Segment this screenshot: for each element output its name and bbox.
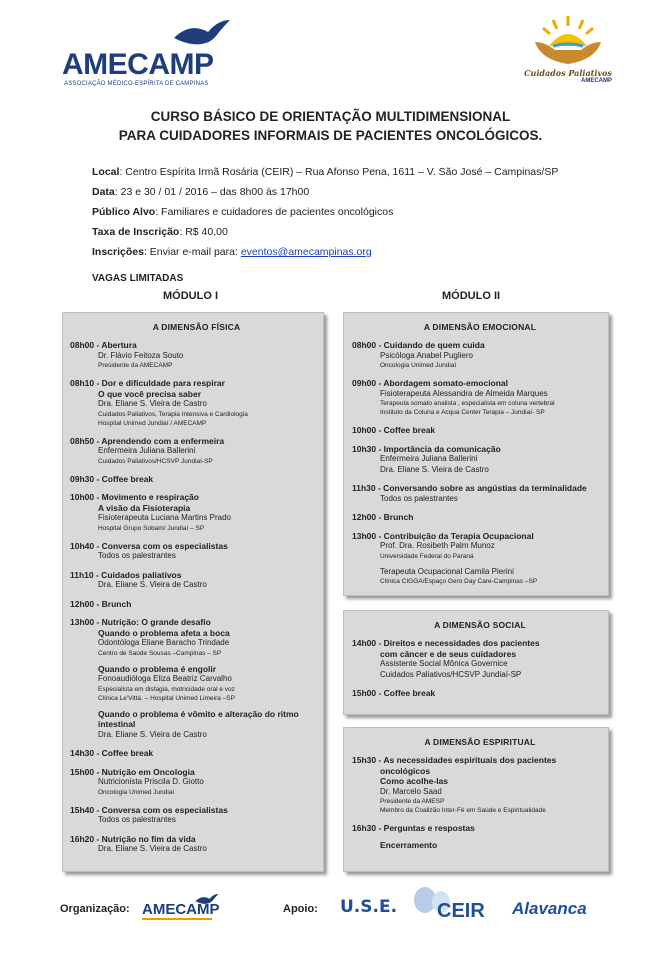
event-list	[352, 638, 608, 699]
speaker-name: Odontóloga Eliane Baracho Trindade	[98, 638, 230, 647]
speaker-name: Fonoaudióloga Eliza Beatriz Carvalho	[98, 674, 232, 683]
cp-logo-name: Cuidados Paliativos	[524, 68, 612, 78]
speaker-name: Dr. Flávio Feitoza Souto	[98, 350, 184, 360]
schedule-item	[70, 748, 323, 759]
panel-title: A DIMENSÃO EMOCIONAL	[423, 322, 537, 332]
schedule-time-title: 15h00 - Coffee break	[352, 688, 436, 698]
organizacao-label: Organização:	[60, 903, 130, 915]
speaker-name: Todos os palestrantes	[380, 493, 458, 503]
schedule-item	[352, 638, 608, 680]
schedule-time-title: 11h30 - Conversando sobre as angústias da terminalidade	[352, 483, 587, 493]
session-subtitle: A visão da Fisioterapia	[98, 502, 191, 513]
session-subtitle: oncológicos	[380, 765, 431, 776]
taxa-value: : R$ 40,00	[179, 226, 228, 238]
schedule-item	[352, 531, 608, 587]
info-data	[92, 182, 558, 202]
schedule-time-title: 09h00 - Abordagem somato-emocional	[352, 378, 509, 388]
schedule-time-title: 08h00 - Cuidando de quem cuida	[352, 340, 485, 350]
schedule-item	[352, 425, 608, 436]
logo-wordmark: AMECAMP	[62, 48, 214, 81]
session-subtitle: Quando o problema afeta a boca	[98, 627, 230, 638]
event-list	[352, 755, 608, 850]
schedule-time-title: 10h00 - Movimento e respiração	[70, 492, 199, 502]
info-local	[92, 162, 558, 182]
speaker-affiliation: Membro da Coalizão Inter-Fé em Saúde e Espiritualidade	[380, 807, 546, 814]
event-list	[70, 340, 323, 855]
session-subtitle: Como acolhe-las	[380, 776, 449, 786]
schedule-item	[352, 688, 608, 699]
schedule-time-title: 12h00 - Brunch	[70, 598, 132, 609]
speaker-name: Todos os palestrantes	[98, 815, 176, 824]
session-subtitle: Quando o problema é engolir	[98, 663, 217, 674]
panel-dimensao-emocional	[343, 312, 609, 596]
session-subtitle: O que você precisa saber	[98, 388, 201, 399]
speaker-affiliation: Universidade Federal do Paraná	[380, 552, 474, 560]
speaker-affiliation: Cuidados Paliativos, Terapia Intensiva e Cardiologia	[98, 410, 248, 418]
schedule-item	[352, 755, 608, 815]
data-label: Data	[92, 186, 115, 198]
schedule-item	[70, 541, 323, 562]
local-value: : Centro Espírita Irmã Rosária (CEIR) – Rua Afonso Pena, 1611 – V. São José – Campinas/SP	[119, 166, 559, 178]
schedule-time-title: 15h40 - Conversa com os especialistas	[70, 804, 228, 815]
schedule-item	[70, 340, 323, 370]
schedule-item	[70, 834, 323, 855]
schedule-item	[70, 570, 323, 591]
sun-hands-icon	[525, 12, 611, 70]
speaker-affiliation: Instituto da Coluna e Acqua Center Terapia – Jundiaí- SP	[380, 409, 545, 416]
schedule-item	[70, 378, 323, 428]
panel-title: A DIMENSÃO SOCIAL	[434, 620, 526, 630]
panel-title: A DIMENSÃO ESPIRITUAL	[424, 737, 536, 747]
schedule-item	[352, 340, 608, 370]
session-subtitle: com câncer e de seus cuidadores	[380, 648, 517, 659]
speaker-affiliation: Oncologia Unimed Jundiaí	[380, 362, 457, 369]
info-inscricoes	[92, 242, 558, 262]
schedule-time-title: 10h30 - Importância da comunicação	[352, 443, 501, 454]
speaker-name: Assistente Social Mônica Governice	[380, 659, 508, 668]
schedule-item	[352, 512, 608, 523]
schedule-time-title: 12h00 - Brunch	[352, 512, 414, 522]
publico-value: : Familiares e cuidadores de pacientes oncológicos	[155, 206, 394, 218]
schedule-time-title: 14h30 - Coffee break	[70, 748, 154, 758]
schedule-time-title: 15h00 - Nutrição em Oncologia	[70, 766, 195, 777]
modulo-1-title: MÓDULO I	[163, 290, 218, 302]
speaker-name: Todos os palestrantes	[98, 551, 176, 560]
schedule-time-title: 09h30 - Coffee break	[70, 473, 154, 484]
speaker-affiliation: Clínica Le'Vittá. – Hospital Unimed Limeira –SP	[98, 694, 235, 702]
schedule-time-title: 14h00 - Direitos e necessidades dos pacientes	[352, 638, 540, 648]
publico-label: Público Alvo	[92, 206, 156, 218]
speaker-affiliation: Cuidados Paliativos/HCSVP Jundiaí-SP	[98, 457, 213, 465]
speaker-name: Fisioterapeuta Alessandra de Almeida Marques	[380, 388, 548, 398]
footer-amecamp-text: AMECAMP	[142, 901, 220, 918]
speaker-name: Cuidados Paliativos/HCSVP Jundiaí-SP	[380, 669, 522, 679]
speaker-affiliation: Presidente da AMESP	[380, 798, 445, 805]
schedule-item	[70, 474, 323, 485]
schedule-time-title: 13h00 - Nutrição: O grande desafio	[70, 617, 211, 627]
event-list	[352, 340, 608, 586]
course-title	[0, 107, 661, 145]
schedule-item	[352, 444, 608, 476]
data-value: : 23 e 30 / 01 / 2016 – das 8h00 às 17h00	[114, 186, 310, 198]
logo-subtitle: ASSOCIAÇÃO MÉDICO-ESPÍRITA DE CAMPINAS	[64, 81, 209, 87]
speaker-name: Psicóloga Anabel Pugliero	[380, 350, 473, 360]
taxa-label: Taxa de Inscrição	[92, 226, 180, 238]
speaker-affiliation: Oncologia Unimed Jundiaí	[98, 788, 175, 796]
panel-dimensao-social	[343, 610, 609, 715]
schedule-item	[70, 767, 323, 797]
schedule-item	[70, 436, 323, 466]
schedule-item	[70, 617, 323, 740]
cuidados-paliativos-logo	[518, 12, 618, 102]
use-logo: U.S.E.	[340, 897, 398, 917]
schedule-time-title: 13h00 - Contribuição da Terapia Ocupacional	[352, 530, 534, 541]
schedule-item	[70, 492, 323, 533]
speaker-name: Dr. Marcelo Saad	[380, 786, 442, 796]
schedule-time-title: 08h50 - Aprendendo com a enfermeira	[70, 435, 225, 446]
modulo-2-title: MÓDULO II	[442, 290, 501, 302]
schedule-time-title: 08h10 - Dor e dificuldade para respirar	[70, 378, 225, 388]
speaker-affiliation: Hospital Unimed Jundiaí / AMECAMP	[98, 419, 207, 427]
dove-icon	[172, 18, 232, 52]
speaker-name: Dra. Eliane S. Vieira de Castro	[98, 399, 207, 408]
logo-underline	[142, 918, 212, 920]
speaker-affiliation: Especialista em disfagia, motricidade oral e voz	[98, 685, 235, 693]
ceir-logo	[413, 886, 483, 932]
schedule-time-title: 15h30 - As necessidades espirituais dos pacientes	[352, 755, 557, 765]
speaker-name: Nutricionista Priscila D. Giotto	[98, 777, 204, 786]
schedule-item	[352, 483, 608, 504]
schedule-time-title: 10h00 - Coffee break	[352, 425, 436, 435]
schedule-time-title: 16h20 - Nutrição no fim da vida	[70, 833, 196, 844]
schedule-time-title: 08h00 - Abertura	[70, 340, 137, 350]
speaker-name: Dra. Eliane S. Vieira de Castro	[98, 729, 207, 739]
speaker-name: Enfermeira Juliana Ballerini	[98, 446, 196, 455]
session-subtitle: intestinal	[98, 719, 136, 729]
vagas-limitadas: VAGAS LIMITADAS	[92, 273, 184, 284]
schedule-time-title: 16h30 - Perguntas e respostas	[352, 823, 475, 833]
schedule-item	[70, 805, 323, 826]
panel-dimensao-espiritual	[343, 727, 609, 872]
course-info	[92, 162, 558, 262]
footer-amecamp-logo	[140, 893, 230, 923]
panel-title: A DIMENSÃO FÍSICA	[152, 322, 241, 332]
speaker-name: Terapeuta Ocupacional Camila Pierini	[380, 566, 514, 576]
speaker-name: Dra. Eliane S. Vieira de Castro	[380, 464, 489, 474]
title-line-1: CURSO BÁSICO DE ORIENTAÇÃO MULTIDIMENSIONAL	[150, 109, 511, 124]
ceir-text: CEIR	[437, 900, 485, 922]
panel-dimensao-fisica	[62, 312, 324, 872]
email-link[interactable]: eventos@amecampinas.org	[240, 246, 372, 258]
local-label: Local	[92, 166, 120, 178]
inscricoes-label: Inscrições	[92, 246, 144, 258]
alavanca-logo: Alavanca	[512, 899, 587, 918]
session-subtitle: Encerramento	[380, 839, 438, 850]
title-line-2: PARA CUIDADORES INFORMAIS DE PACIENTES ONCOLÓGICOS.	[118, 128, 543, 143]
schedule-item	[70, 599, 323, 610]
speaker-name: Dra. Eliane S. Vieira de Castro	[98, 580, 207, 589]
speaker-name: Dra. Eliane S. Vieira de Castro	[98, 844, 207, 853]
speaker-affiliation: Terapeuta somato analista , especialista em coluna vertebral	[380, 400, 555, 407]
speaker-affiliation: Hospital Grupo Sobam/ Jundiaí – SP	[98, 524, 205, 532]
inscricoes-value: : Enviar e-mail para:	[143, 246, 241, 258]
speaker-affiliation: Clínica CIGGA/Espaço Gero Day Care-Campinas –SP	[380, 578, 538, 585]
cp-logo-brand: AMECAMP	[581, 78, 612, 84]
amecamp-logo	[60, 18, 240, 88]
speaker-affiliation: Presidente da AMECAMP	[98, 362, 173, 369]
speaker-name: Fisioterapeuta Luciana Martins Prado	[98, 513, 231, 522]
speaker-name: Enfermeira Juliana Ballerini	[380, 454, 478, 463]
speaker-name: Prof. Dra. Rosibeth Palm Munoz	[380, 541, 495, 550]
apoio-label: Apoio:	[283, 903, 318, 915]
schedule-time-title: 11h10 - Cuidados paliativos	[70, 569, 182, 580]
info-publico	[92, 202, 558, 222]
info-taxa	[92, 222, 558, 242]
session-subtitle: Quando o problema é vômito e alteração do ritmo	[98, 708, 299, 719]
speaker-affiliation: Centro de Saúde Sousas –Campinas – SP	[98, 649, 222, 657]
schedule-item	[352, 378, 608, 417]
schedule-time-title: 10h40 - Conversa com os especialistas	[70, 540, 228, 551]
schedule-item	[352, 823, 608, 850]
